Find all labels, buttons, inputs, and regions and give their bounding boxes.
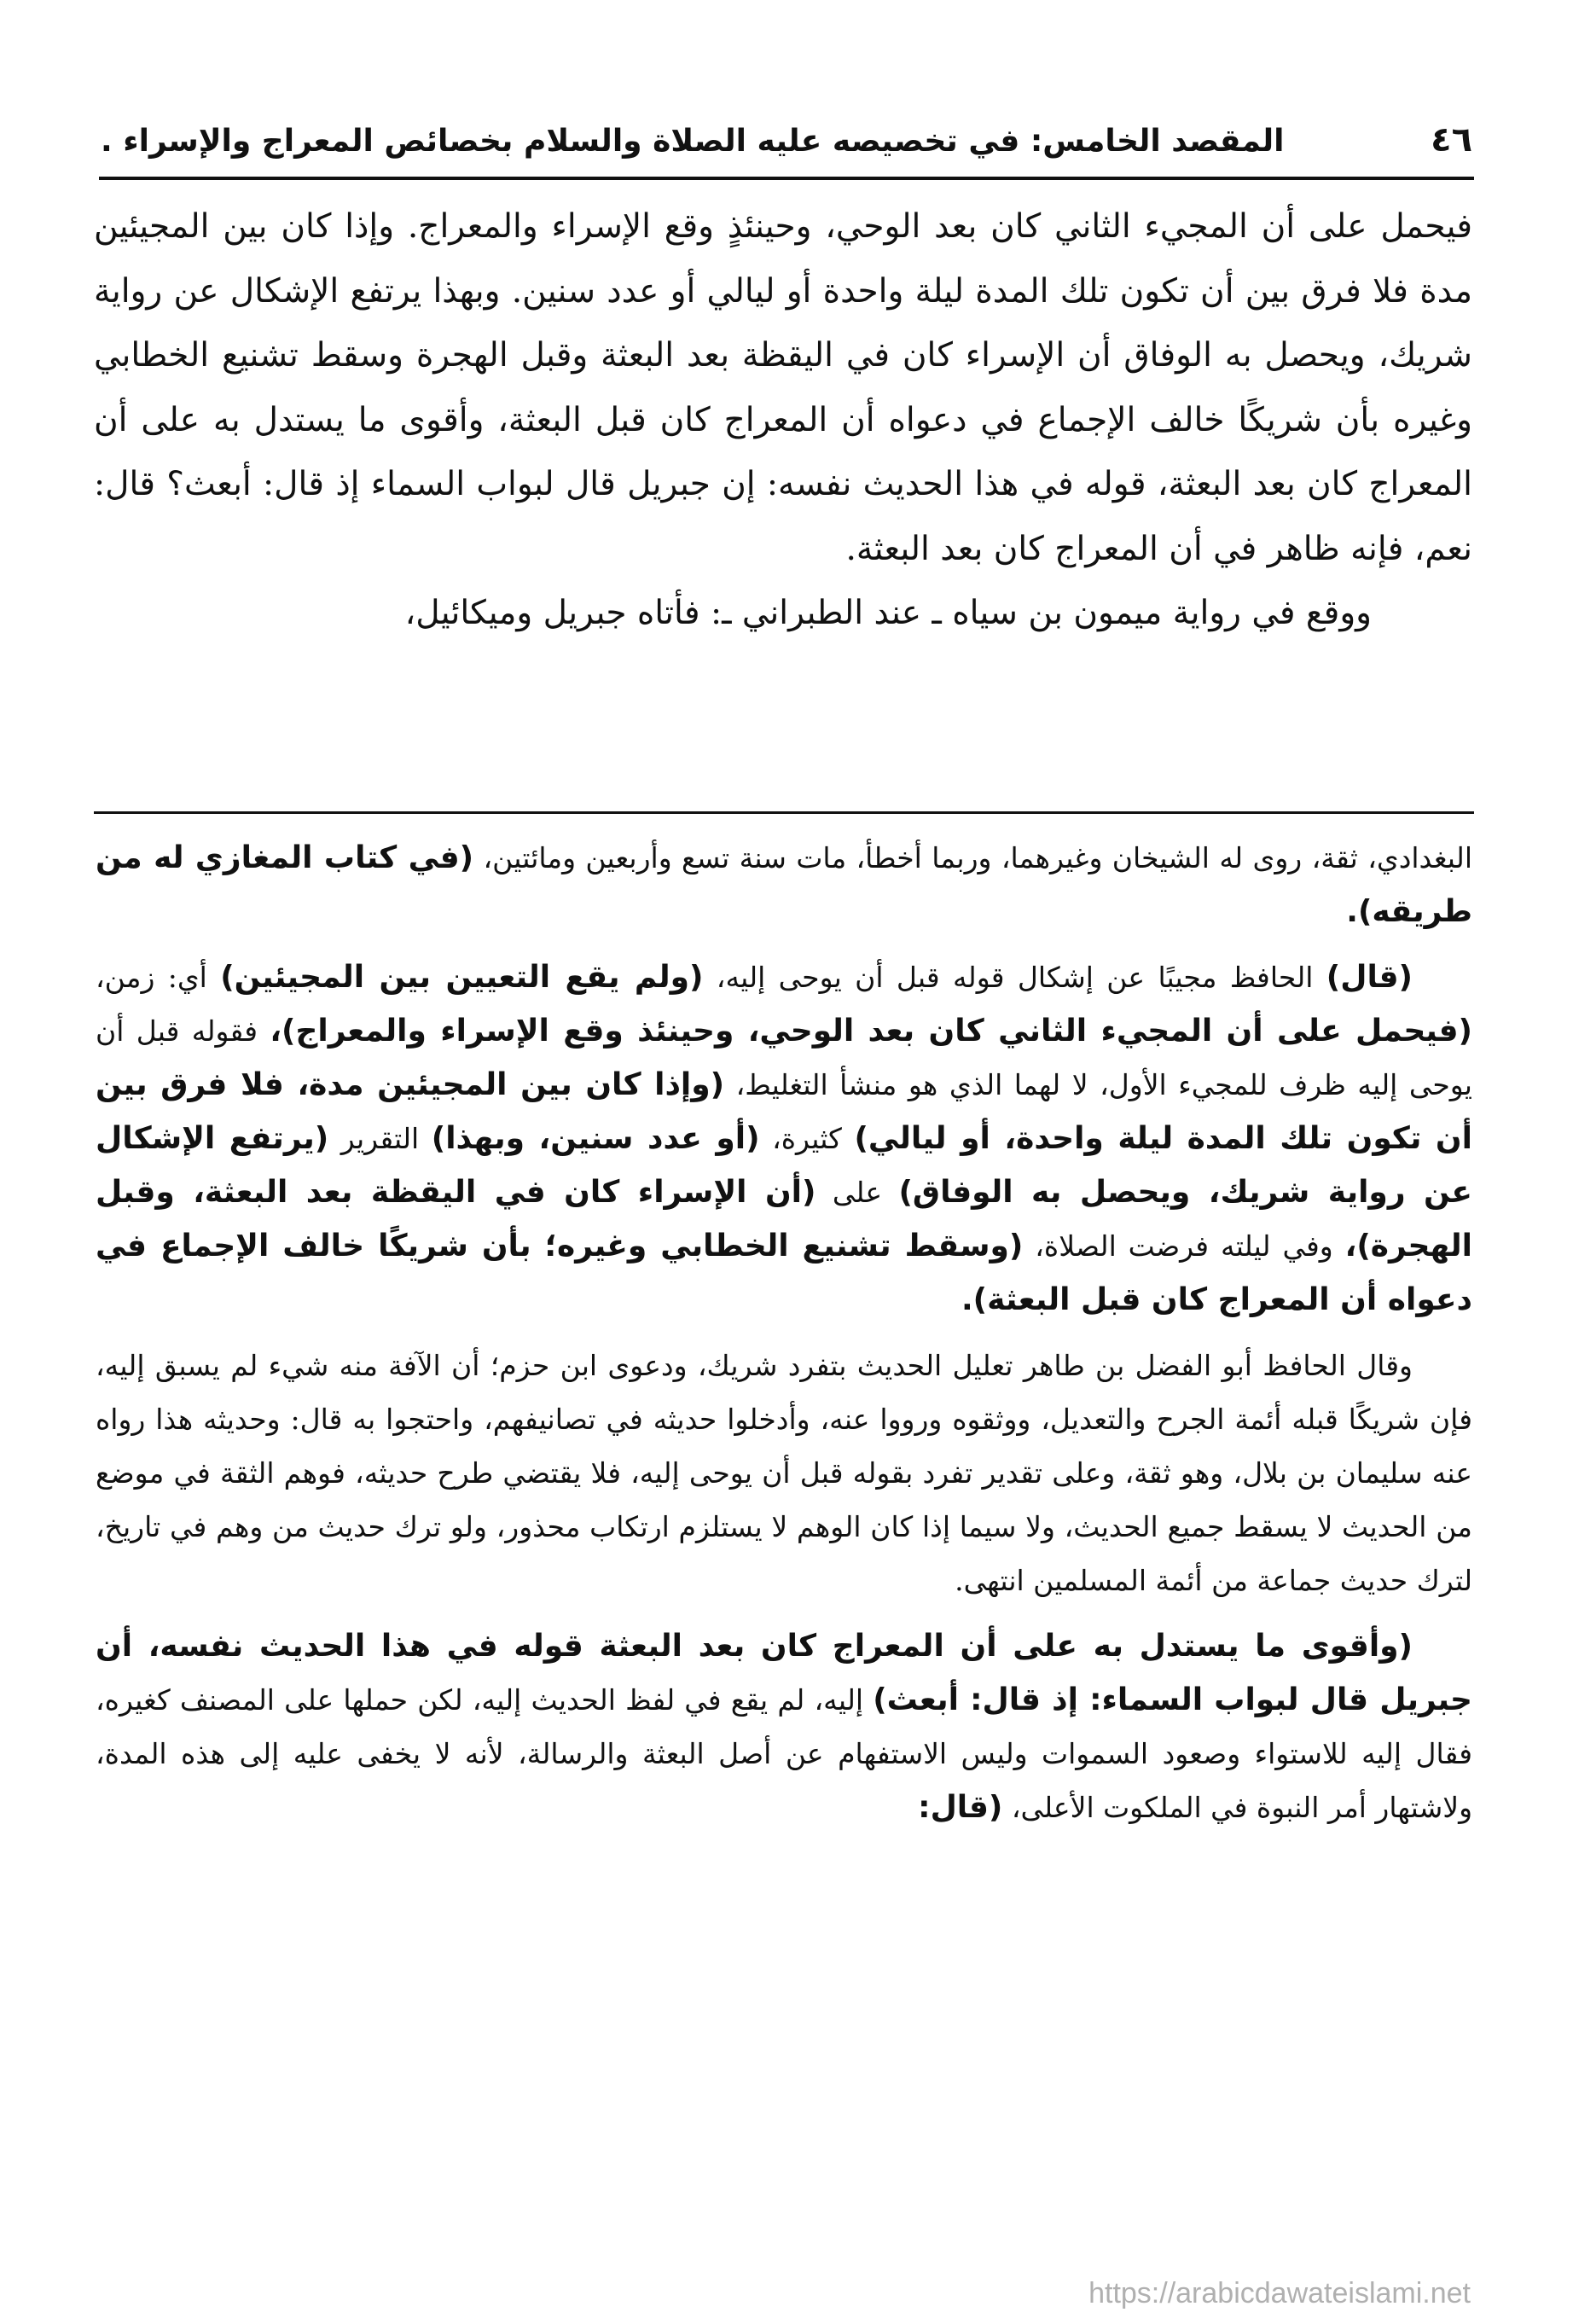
commentary-quote: (أو عدد سنين، وبهذا) — [431, 1121, 760, 1156]
commentary-quote: (وأقوى ما يستدل به على أن المعراج كان بعد البعثة قوله في هذا الحديث نفسه، أن جبريل قال لبواب السماء: إذ قال: أبعث) — [96, 1629, 1472, 1717]
commentary-paragraph — [96, 950, 1472, 1327]
header-rule — [99, 177, 1474, 180]
commentary-text: التقرير — [328, 1122, 432, 1155]
commentary-quote: (قال: — [918, 1790, 1003, 1825]
commentary-quote: (يرتفع الإشكال عن رواية شريك، ويحصل به الوفاق) — [96, 1121, 1472, 1210]
commentary-paragraph — [96, 1619, 1472, 1834]
footnote-rule — [94, 811, 1474, 814]
commentary-quote: (قال) — [1326, 960, 1413, 995]
main-paragraph: فيحمل على أن المجيء الثاني كان بعد الوحي، وحينئذٍ وقع الإسراء والمعراج. وإذا كان بين المجيئين مدة فلا فرق بين أن تكون تلك المدة ليلة واحدة أو ليالي أو عدد سنين. وبهذا يرتفع الإشكال عن رواية شريك، ويحصل به الوفاق أن الإسراء كان في اليقظة بعد البعثة وقبل الهجرة وسقط تشنيع الخطابي وغيره بأن شريكًا خالف الإجماع في دعواه أن المعراج كان قبل البعثة، وأقوى ما يستدل به على أن المعراج كان بعد البعثة، قوله في هذا الحديث نفسه: إن جبريل قال لبواب السماء إذ قال: أبعث؟ قال: نعم، فإنه ظاهر في أن المعراج كان بعد البعثة. — [94, 207, 1472, 568]
commentary-text: فقوله قبل أن يوحى إليه ظرف للمجيء الأول، لا لهما الذي هو منشأ التغليط، — [96, 1014, 1472, 1101]
page-number: ٤٦ — [1431, 120, 1472, 160]
commentary-paragraph: وقال الحافظ أبو الفضل بن طاهر تعليل الحديث بتفرد شريك، ودعوى ابن حزم؛ أن الآفة منه شيء لم يسبق إليه، فإن شريكًا قبله أئمة الجرح والتعديل، ووثقوه ورووا عنه، وأدخلوا حديثه في تصانيفهم، واحتجوا به قال: وحديثه هذا رواه عنه سليمان بن بلال، وهو ثقة، وعلى تقدير تفرد بقوله قبل أن يوحى إليه، فلا يقتضي طرح حديثه، فوهم الثقة في موضع من الحديث لا يسقط جميع الحديث، ولا سيما إذا كان الوهم لا يستلزم ارتكاب محذور، ولو ترك حديث من وهم في تاريخ، لترك حديث جماعة من أئمة المسلمين انتهى. — [96, 1349, 1472, 1597]
page-header — [101, 96, 1472, 160]
commentary-text: البغدادي، ثقة، روى له الشيخان وغيرهما، وربما أخطأ، مات سنة تسع وأربعين ومائتين، — [473, 841, 1472, 874]
commentary-quote: (ولم يقع التعيين بين المجيئين) — [220, 960, 704, 995]
commentary-text: أي: زمن، — [96, 961, 221, 994]
watermark: https://arabicdawateislami.net — [1088, 2277, 1471, 2309]
commentary-text: وفي ليلته فرضت الصلاة، — [1023, 1229, 1345, 1263]
commentary-text: الحافظ مجيبًا عن إشكال قوله قبل أن يوحى إليه، — [703, 961, 1326, 994]
commentary-quote: (في كتاب المغازي له من طريقه). — [96, 840, 1472, 929]
main-text — [94, 195, 1472, 646]
commentary-quote: (أن الإسراء كان في اليقظة بعد البعثة، وقبل الهجرة)، — [96, 1175, 1473, 1264]
commentary-paragraph — [96, 831, 1472, 938]
commentary — [96, 831, 1472, 1846]
commentary-text: كثيرة، — [759, 1122, 855, 1155]
running-title: المقصد الخامس: في تخصيصه عليه الصلاة والسلام بخصائص المعراج والإسراء . — [101, 124, 1285, 159]
commentary-text: إليه، لم يقع في لفظ الحديث إليه، لكن حملها على المصنف كغيره، فقال إليه للاستواء وصعود السموات وليس الاستفهام عن أصل البعثة والرسالة، لأنه لا يخفى عليه إلى هذه المدة، ولاشتهار أمر النبوة في الملكوت الأعلى، — [96, 1683, 1472, 1824]
main-paragraph: ووقع في رواية ميمون بن سياه ـ عند الطبراني ـ: فأتاه جبريل وميكائيل، — [404, 594, 1372, 632]
commentary-quote: (فيحمل على أن المجيء الثاني كان بعد الوحي، وحينئذ وقع الإسراء والمعراج)، — [270, 1014, 1472, 1049]
commentary-quote: (وإذا كان بين المجيئين مدة، فلا فرق بين أن تكون تلك المدة ليلة واحدة، أو ليالي) — [96, 1067, 1472, 1156]
commentary-text: على — [816, 1176, 899, 1209]
commentary-quote: (وسقط تشنيع الخطابي وغيره؛ بأن شريكًا خالف الإجماع في دعواه أن المعراج كان قبل البعثة). — [96, 1229, 1472, 1317]
